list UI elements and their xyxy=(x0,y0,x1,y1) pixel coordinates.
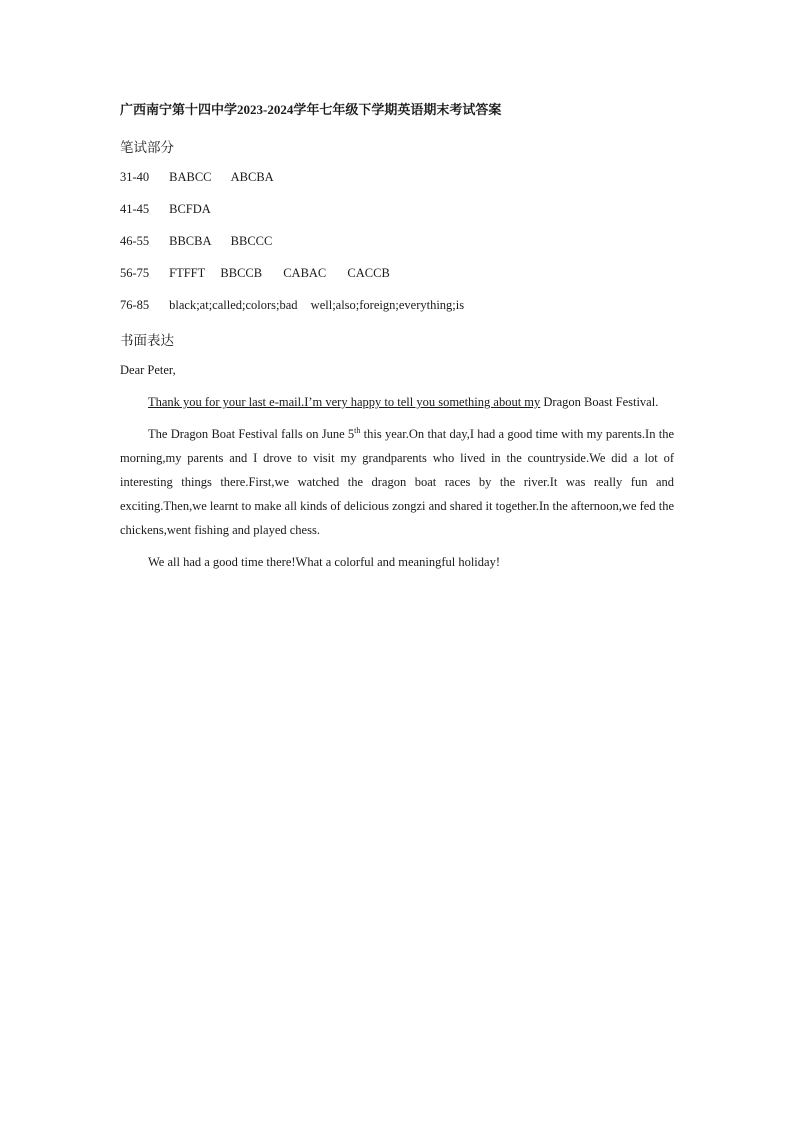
answer-group: CABAC xyxy=(283,266,327,280)
answer-group: BABCC xyxy=(169,170,212,184)
answer-row xyxy=(120,170,290,185)
paragraph-text: The Dragon Boat Festival falls on June 5 xyxy=(148,427,355,441)
letter-body xyxy=(120,358,674,582)
answer-range: 46-55 xyxy=(120,234,150,248)
answer-group: well;also;foreign;everything;is xyxy=(310,298,465,312)
answer-range: 41-45 xyxy=(120,202,150,216)
answer-group: BCFDA xyxy=(169,202,211,216)
answer-range: 31-40 xyxy=(120,170,150,184)
answer-group: FTFFT xyxy=(169,266,206,280)
paragraph-text: Dragon Boast Festival. xyxy=(540,395,659,409)
answer-row xyxy=(120,298,480,313)
answer-group: BBCCC xyxy=(230,234,273,248)
answer-group: BBCCB xyxy=(220,266,263,280)
writing-section-heading: 书面表达 xyxy=(120,333,174,348)
letter-greeting: Dear Peter, xyxy=(120,363,176,377)
underlined-sentence: Thank you for your last e-mail.I’m very happy to tell you something about my xyxy=(148,395,541,409)
answer-group: ABCBA xyxy=(230,170,274,184)
superscript: th xyxy=(354,425,361,435)
paragraph-text: this year.On that day,I had a good time with my parents.In the morning,my parents and I drove to visit my grandparents who lived in the countryside.We did a lot of interesting things there.First,we watched the dragon boat races by the river.It was really fun and exciting.Then,we learnt to make all kinds of delicious zongzi and shared it together.In the afternoon,we fed the chickens,went fishing and played chess. xyxy=(120,427,674,537)
answer-group: BBCBA xyxy=(169,234,212,248)
answer-row xyxy=(120,266,406,281)
answer-group: black;at;called;colors;bad xyxy=(169,298,298,312)
letter-paragraph: We all had a good time there!What a colorful and meaningful holiday! xyxy=(148,555,500,569)
answer-row xyxy=(120,234,288,249)
answer-group: CACCB xyxy=(347,266,390,280)
answer-row xyxy=(120,202,227,217)
answer-range: 76-85 xyxy=(120,298,150,312)
letter-paragraph xyxy=(120,422,674,542)
answer-range: 56-75 xyxy=(120,266,150,280)
letter-paragraph xyxy=(120,390,674,414)
document-title: 广西南宁第十四中学2023-2024学年七年级下学期英语期末考试答案 xyxy=(120,102,502,117)
written-section-heading: 笔试部分 xyxy=(120,140,174,155)
